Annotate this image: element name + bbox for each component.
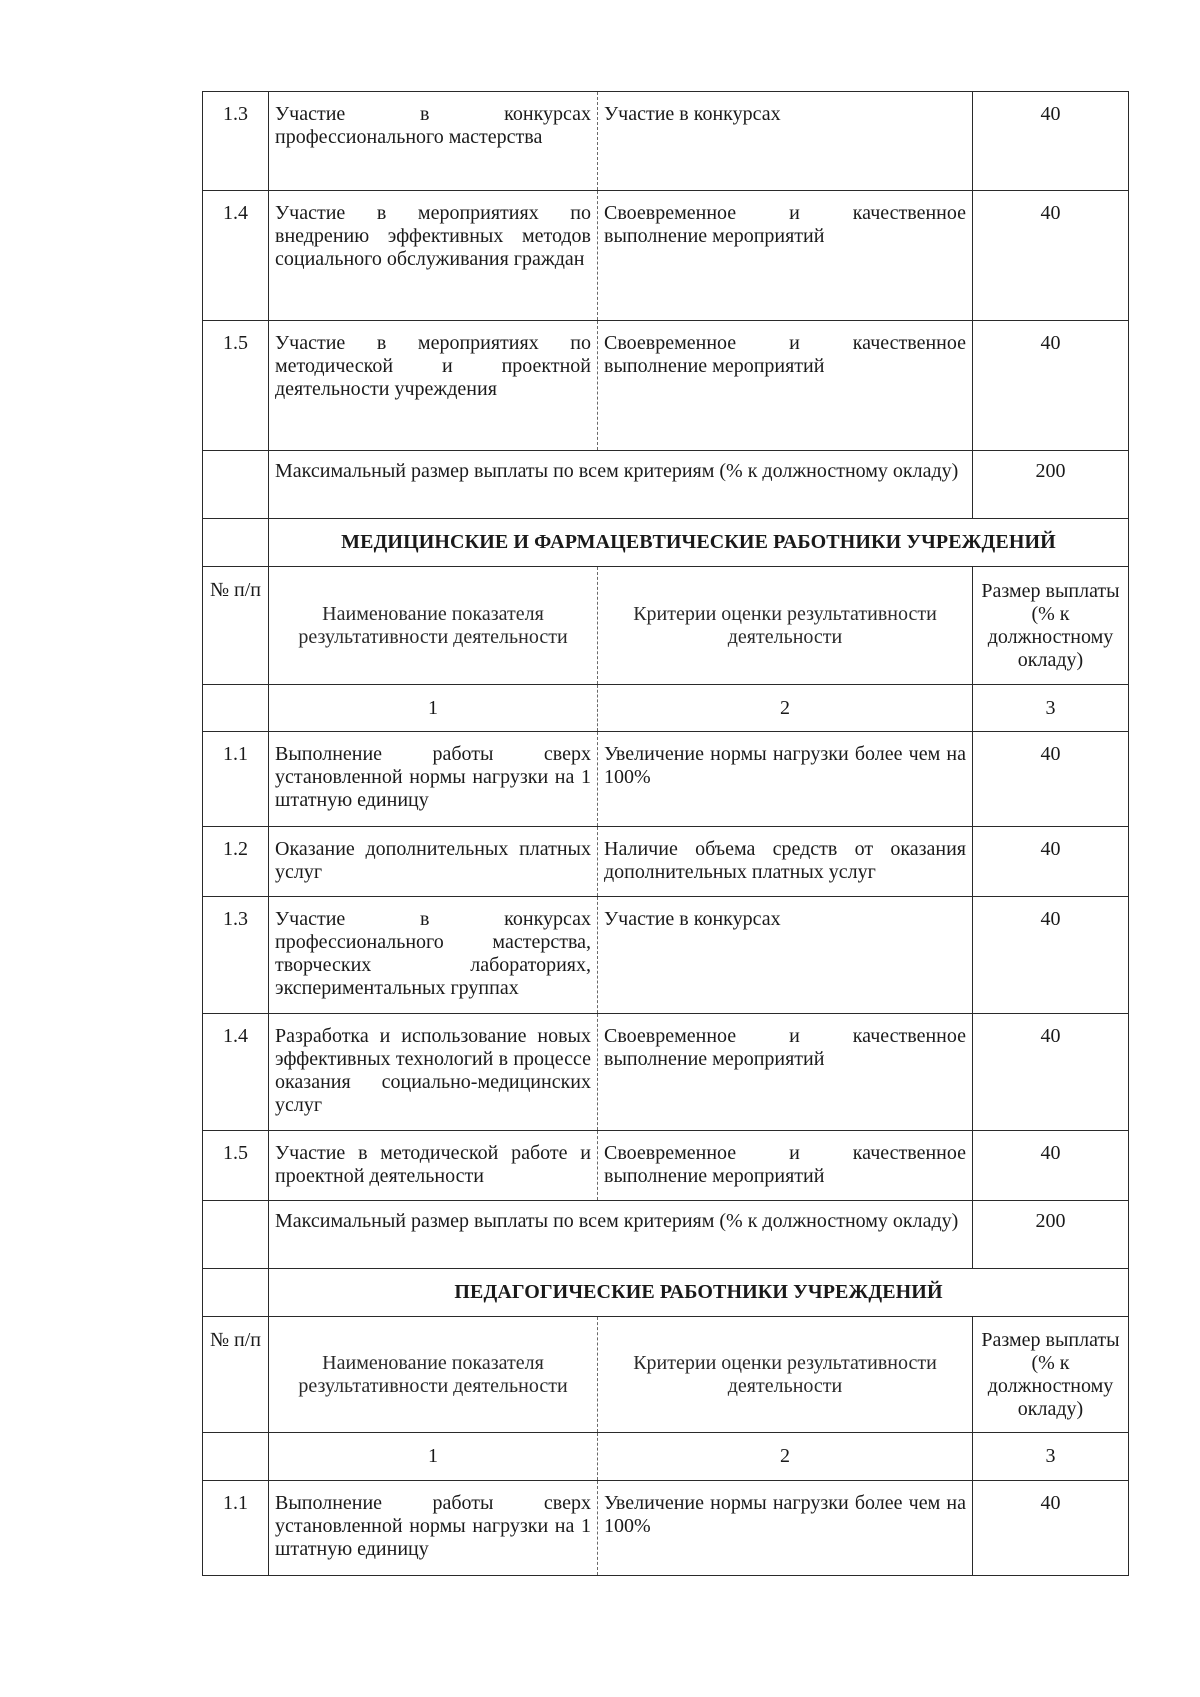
column-number: 2	[598, 1433, 973, 1481]
indicator-cell: Выполнение работы сверх установленной нормы нагрузки на 1 штатную единицу	[269, 732, 598, 827]
empty-cell	[203, 519, 269, 567]
max-payment-row	[203, 451, 1129, 519]
max-payment-label: Максимальный размер выплаты по всем критериям (% к должностному окладу)	[269, 1201, 973, 1269]
criteria-cell: Увеличение нормы нагрузки более чем на 100%	[598, 1481, 973, 1576]
header-indicator: Наименование показателя результативности деятельности	[269, 567, 598, 685]
amount-cell: 40	[973, 1481, 1129, 1576]
table-row	[203, 827, 1129, 897]
row-number: 1.3	[203, 897, 269, 1014]
indicator-cell: Участие в мероприятиях по внедрению эффективных методов социального обслуживания граждан	[269, 191, 598, 321]
max-payment-row	[203, 1201, 1129, 1269]
criteria-cell: Своевременное и качественное выполнение мероприятий	[598, 321, 973, 451]
criteria-table	[202, 91, 1129, 1576]
criteria-cell: Своевременное и качественное выполнение мероприятий	[598, 1131, 973, 1201]
document-page	[202, 91, 1128, 1576]
criteria-cell: Участие в конкурсах	[598, 92, 973, 191]
indicator-cell: Разработка и использование новых эффективных технологий в процессе оказания социально-медицинских услуг	[269, 1014, 598, 1131]
table-header-row	[203, 567, 1129, 685]
header-indicator: Наименование показателя результативности деятельности	[269, 1317, 598, 1433]
amount-cell: 40	[973, 191, 1129, 321]
criteria-cell: Участие в конкурсах	[598, 897, 973, 1014]
indicator-cell: Участие в методической работе и проектной деятельности	[269, 1131, 598, 1201]
empty-cell	[203, 1433, 269, 1481]
amount-cell: 40	[973, 1131, 1129, 1201]
header-num: № п/п	[203, 567, 269, 685]
row-number: 1.1	[203, 1481, 269, 1576]
indicator-cell: Участие в конкурсах профессионального мастерства, творческих лабораториях, экспериментальных группах	[269, 897, 598, 1014]
criteria-cell: Своевременное и качественное выполнение мероприятий	[598, 1014, 973, 1131]
row-number: 1.4	[203, 191, 269, 321]
amount-cell: 40	[973, 92, 1129, 191]
row-number: 1.1	[203, 732, 269, 827]
header-num: № п/п	[203, 1317, 269, 1433]
column-number: 3	[973, 1433, 1129, 1481]
amount-cell: 40	[973, 897, 1129, 1014]
header-criteria: Критерии оценки результативности деятельности	[598, 567, 973, 685]
table-row	[203, 1131, 1129, 1201]
table-row	[203, 191, 1129, 321]
section-title-row	[203, 519, 1129, 567]
row-number: 1.4	[203, 1014, 269, 1131]
amount-cell: 40	[973, 1014, 1129, 1131]
header-amount: Размер выплаты (% к должностному окладу)	[973, 1317, 1129, 1433]
empty-cell	[203, 1201, 269, 1269]
section-title-row	[203, 1269, 1129, 1317]
row-number: 1.3	[203, 92, 269, 191]
table-row	[203, 92, 1129, 191]
table-row	[203, 897, 1129, 1014]
column-number: 1	[269, 1433, 598, 1481]
table-row	[203, 732, 1129, 827]
header-criteria: Критерии оценки результативности деятельности	[598, 1317, 973, 1433]
empty-cell	[203, 685, 269, 732]
header-amount: Размер выплаты (% к должностному окладу)	[973, 567, 1129, 685]
criteria-cell: Наличие объема средств от оказания дополнительных платных услуг	[598, 827, 973, 897]
column-number: 1	[269, 685, 598, 732]
max-payment-label: Максимальный размер выплаты по всем критериям (% к должностному окладу)	[269, 451, 973, 519]
amount-cell: 40	[973, 827, 1129, 897]
criteria-cell: Увеличение нормы нагрузки более чем на 100%	[598, 732, 973, 827]
table-row	[203, 321, 1129, 451]
column-number: 2	[598, 685, 973, 732]
row-number: 1.5	[203, 1131, 269, 1201]
indicator-cell: Участие в мероприятиях по методической и проектной деятельности учреждения	[269, 321, 598, 451]
amount-cell: 40	[973, 321, 1129, 451]
max-payment-value: 200	[973, 1201, 1129, 1269]
indicator-cell: Оказание дополнительных платных услуг	[269, 827, 598, 897]
table-row	[203, 1014, 1129, 1131]
column-numbers-row	[203, 1433, 1129, 1481]
amount-cell: 40	[973, 732, 1129, 827]
table-row	[203, 1481, 1129, 1576]
section-title: МЕДИЦИНСКИЕ И ФАРМАЦЕВТИЧЕСКИЕ РАБОТНИКИ УЧРЕЖДЕНИЙ	[269, 519, 1129, 567]
empty-cell	[203, 451, 269, 519]
table-header-row	[203, 1317, 1129, 1433]
column-numbers-row	[203, 685, 1129, 732]
row-number: 1.2	[203, 827, 269, 897]
row-number: 1.5	[203, 321, 269, 451]
column-number: 3	[973, 685, 1129, 732]
criteria-cell: Своевременное и качественное выполнение мероприятий	[598, 191, 973, 321]
section-title: ПЕДАГОГИЧЕСКИЕ РАБОТНИКИ УЧРЕЖДЕНИЙ	[269, 1269, 1129, 1317]
empty-cell	[203, 1269, 269, 1317]
indicator-cell: Выполнение работы сверх установленной нормы нагрузки на 1 штатную единицу	[269, 1481, 598, 1576]
max-payment-value: 200	[973, 451, 1129, 519]
indicator-cell: Участие в конкурсах профессионального мастерства	[269, 92, 598, 191]
